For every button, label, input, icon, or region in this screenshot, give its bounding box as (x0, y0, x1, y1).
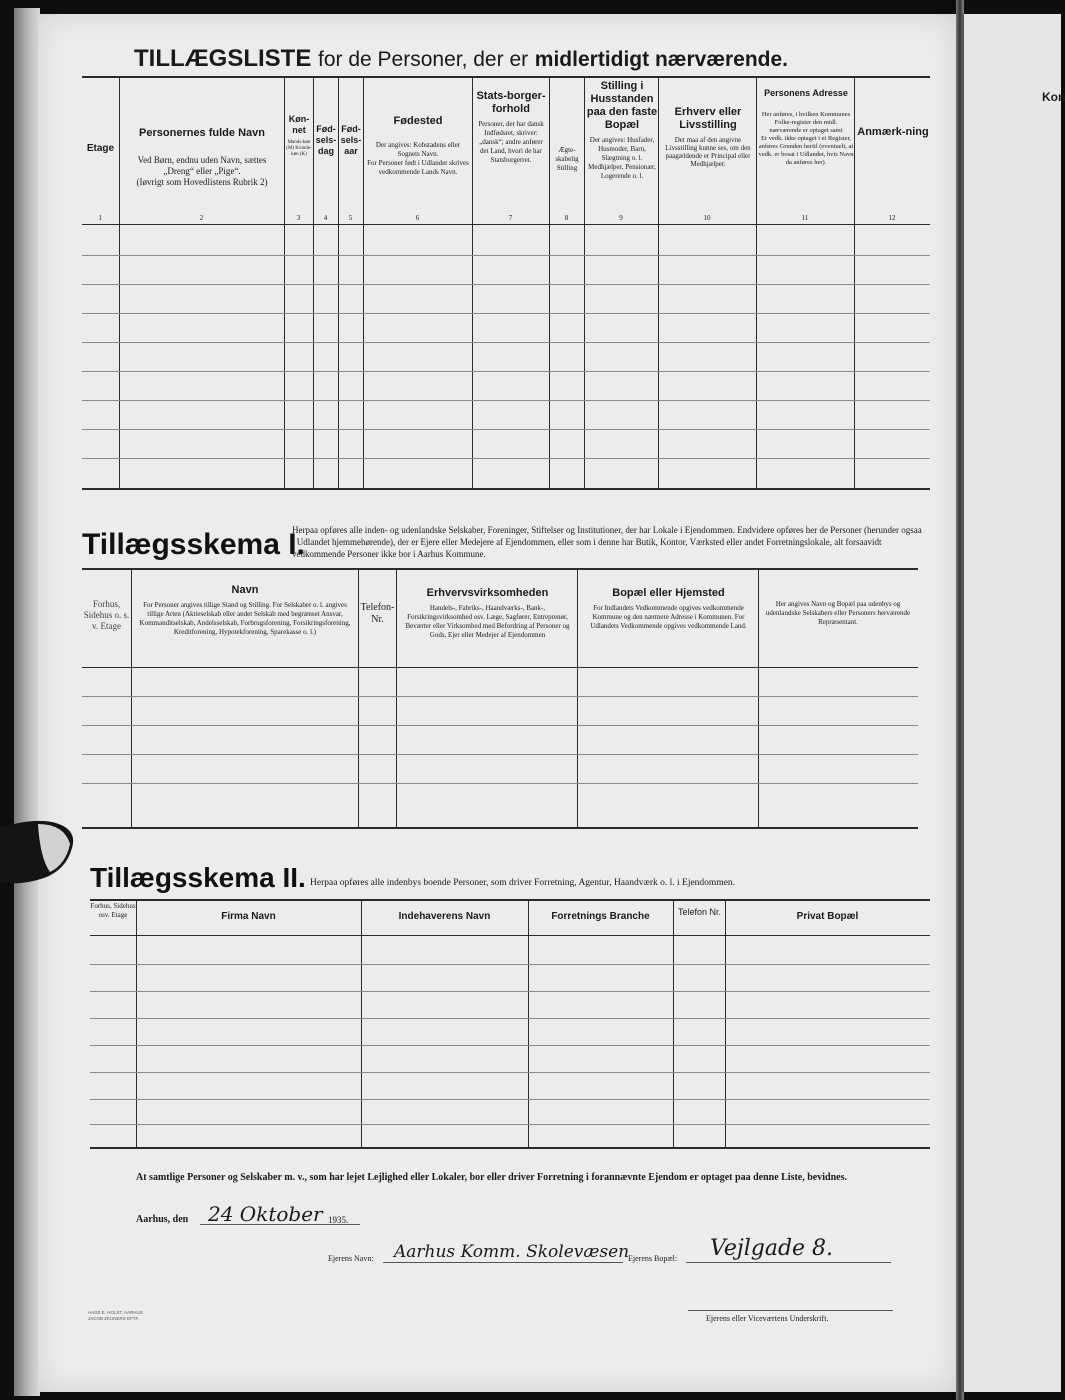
s2-col-bopael: Privat Bopæl (796, 911, 859, 922)
next-page-edge (962, 14, 1065, 1392)
skema1-title: Tillægsskema I. (82, 528, 305, 561)
col-num-9: 9 (619, 214, 623, 222)
s1-col-repraesentant: Her angives Navn og Bopæl paa udenbys og udenlandske Selskabers eller Personers herværende Repræsentant. (765, 600, 911, 626)
col-num-4: 4 (323, 214, 328, 222)
s2-col-indehaver: Indehaverens Navn (398, 911, 491, 922)
col-num-12: 12 (888, 214, 896, 222)
thumb-holding-page (0, 818, 80, 886)
col-aegteskab: Ægte-skabelig Stilling (555, 146, 579, 172)
skema2-title: Tillægsskema II. (90, 862, 306, 893)
owner-name-label: Ejerens Navn: (328, 1254, 374, 1263)
col-num-8: 8 (564, 214, 569, 222)
page-edge (14, 8, 40, 1396)
s1-col-navn: Navn For Personer angives tillige Stand og Stilling. For Selskaber o. l. angives tillige Arten (Aktieselskab eller andet Selskab med begrænset Ansvar, Kommanditselskab, Andelsselskab, Forbrugsforening, Forsikringsforening, Kreditforening, Hypotekforening, Sparekasse o. l.) (139, 584, 351, 636)
col-anmaerkning: Anmærk-ning (857, 126, 929, 138)
col-num-7: 7 (508, 214, 513, 222)
col-adresse: Personens Adresse Her anføres, i hvilken Kommunes Folke-register den midl. nærværende er optaget samt Er vedk. ikke optaget i et Register, anføres Grunden hertil (eventuelt, at vedk. er bosat i Udlandet, hvis Navn da anføres her). (758, 88, 854, 166)
col-num-2: 2 (199, 214, 204, 222)
s2-col-etage: Forhus, Sidehus osv. Etage (90, 902, 136, 919)
col-navn: Personernes fulde Navn Ved Børn, endnu uden Navn, sættes „Dreng“ eller „Pige“. (Iøvrigt som Hovedlistens Rubrik 2) (136, 127, 268, 187)
next-page-fragment: Kon (1042, 90, 1065, 104)
signature-caption: Ejerens eller Viceværtens Underskrift. (706, 1314, 829, 1323)
col-num-3: 3 (296, 214, 301, 222)
col-num-11: 11 (801, 214, 809, 222)
col-statsborger: Stats-borger-forhold Personer, der har dansk Indfødsret, skriver: „dansk“; andre anfører det Land, hvori de har Statsborgerret. (476, 90, 546, 164)
owner-name-handwritten: Aarhus Komm. Skolevæsen (394, 1242, 630, 1262)
col-fodested: Fødested Der angives: Kobstadens eller Sognets Navn. For Personer født i Udlandet skrives vedkommende Lands Navn. (367, 115, 469, 176)
title-bold: TILLÆGSLISTE (134, 45, 312, 72)
s2-col-branche: Forretnings Branche (551, 911, 650, 922)
handwritten-date: 24 Oktober (208, 1202, 323, 1226)
attestation-text: At samtlige Personer og Selskaber m. v., som har lejet Lejlighed eller Lokaler, bor eller driver Forretning i forannævnte Ejendom er optaget paa denne Liste, bevidnes. (136, 1172, 847, 1183)
col-fodselsdag: Fød-sels-dag (315, 124, 337, 156)
city-label: Aarhus, den (136, 1214, 189, 1225)
col-num-1: 1 (98, 214, 103, 222)
col-num-6: 6 (415, 214, 420, 222)
s1-col-etage: Forhus, Sidehus o. s. v. Etage (83, 599, 130, 631)
printer-mark: AAGE E. HOLST, AARHUS JACOB ZEUNERS EFTF. (88, 1310, 143, 1321)
s1-col-erhverv: Erhvervsvirksomheden Handels-, Fabriks-, Haandværks-, Bank-, Forsikringsvirksomhed osv. Læge, Sagfører, Entreprenør, Beværter eller Virksomhed med Befordring af Personer og Gods, Ejer eller Medejer af Ejendommen (405, 587, 570, 639)
col-stilling: Stilling i Husstanden paa den faste Bopæl Der angives: Husfader, Husmoder, Barn, Slægtning o. l. Medhjælper, Pensionær, Logerende o. l. (586, 80, 658, 180)
s2-col-telefon: Telefon Nr. (677, 907, 722, 917)
skema2-note: Herpaa opføres alle indenbys boende Personer, som driver Forretning, Agentur, Haandværk o. l. i Ejendommen. (310, 878, 736, 888)
col-konnet: Køn-net Mands-køn (M) Kvinde-køn (K) (286, 114, 312, 157)
s2-col-firma: Firma Navn (221, 911, 276, 922)
s1-col-bopael: Bopæl eller Hjemsted For Indlandets Vedkommende opgives vedkommende Kommune og den nærmere Adresse i Kommunen. For Udlandets Vedkommende opgives vedkommende Land. (590, 587, 747, 630)
col-erhverv: Erhverv eller Livsstilling Det maa af den angivne Livsstilling kunne ses, om den paagældende er Principal eller Medhjælper. (665, 106, 751, 168)
year: 1935. (328, 1215, 349, 1225)
tillaegsliste-title (134, 44, 934, 75)
title-bold-2: midlertidigt nærværende. (534, 48, 789, 71)
s1-col-telefon: Telefon-Nr. (360, 602, 395, 625)
form-page (38, 14, 956, 1392)
col-num-5: 5 (348, 214, 353, 222)
title-rest: for de Personer, der er (318, 48, 529, 71)
owner-address-handwritten: Vejlgade 8. (710, 1236, 834, 1261)
skema1-note: Herpaa opføres alle inden- og udenlandske Selskaber, Foreninger, Stiftelser og Institutioner, der har Lokale i Ejendommen. Endvidere opføres her de Personer (herunder ogsaa i Udlandet hjemmehørende), der er Ejere eller Medejere af Ejendommen, eller som i denne har Butik, Kontor, Værksted eller andet Forretningslokale, alt forsaavidt vedkommende Personer ikke bor i Aarhus Kommune. (292, 525, 922, 559)
owner-address-label: Ejerens Bopæl: (628, 1254, 678, 1263)
col-fodselsaar: Fød-sels-aar (340, 124, 362, 156)
col-num-10: 10 (703, 214, 711, 222)
col-etage: Etage (86, 143, 115, 154)
